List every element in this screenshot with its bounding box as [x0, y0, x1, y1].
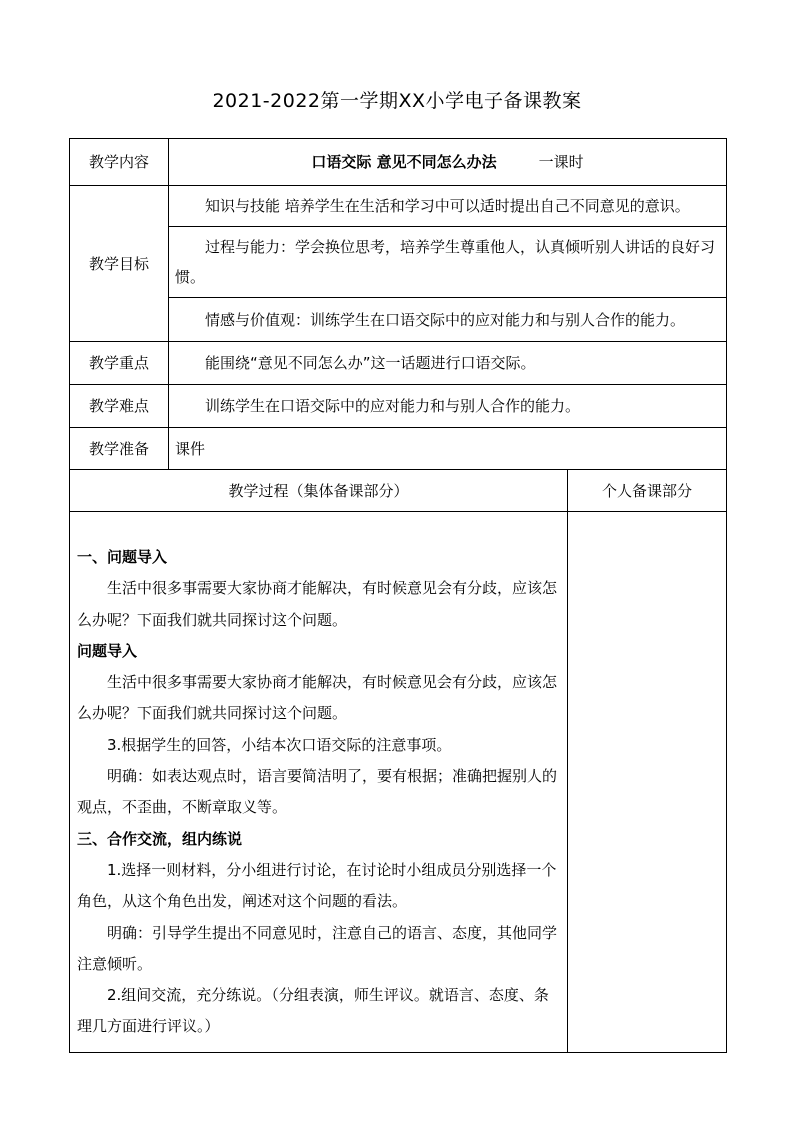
process-paragraph: 明确：如表达观点时，语言要简洁明了，要有根据；准确把握别人的观点，不歪曲，不断章取义等。: [77, 767, 558, 817]
content-label: 教学内容: [70, 139, 169, 186]
goal-row-2: [70, 227, 727, 298]
section-heading: 一、问题导入: [77, 548, 168, 566]
difficulties-row: [70, 385, 727, 428]
key-points-row: [70, 342, 727, 385]
process-header-row: [70, 470, 727, 512]
preparation-row: [70, 428, 727, 470]
process-paragraph: 2.组间交流，充分练说。（分组表演，师生评议。就语言、态度、条理几方面进行评议。）: [77, 986, 549, 1036]
process-paragraph: 生活中很多事需要大家协商才能解决，有时候意见会有分歧，应该怎么办呢？下面我们就共同探讨这个问题。: [77, 673, 558, 723]
process-paragraph: 3.根据学生的回答，小结本次口语交际的注意事项。: [107, 735, 452, 754]
process-content: [70, 512, 568, 1053]
goal-row-3: [70, 298, 727, 342]
process-body-row: [70, 512, 727, 1053]
key-points-label: 教学重点: [70, 342, 169, 385]
goal-item: 过程与能力：学会换位思考，培养学生尊重他人，认真倾听别人讲话的良好习惯。: [169, 227, 727, 298]
process-paragraph: 明确：引导学生提出不同意见时，注意自己的语言、态度，其他同学注意倾听。: [77, 923, 558, 973]
difficulties-text: 训练学生在口语交际中的应对能力和与别人合作的能力。: [169, 385, 727, 428]
section-heading: 三、合作交流，组内练说: [77, 829, 243, 848]
process-header-left: 教学过程（集体备课部分）: [70, 470, 568, 512]
process-paragraph: 生活中很多事需要大家协商才能解决，有时候意见会有分歧，应该怎么办呢？下面我们就共同探讨这个问题。: [77, 579, 558, 629]
content-row: [70, 139, 727, 186]
lesson-topic: 口语交际 意见不同怎么办法: [311, 153, 497, 171]
goals-label: 教学目标: [70, 186, 169, 342]
page-title: 2021-2022第一学期XX小学电子备课教案: [212, 90, 582, 112]
difficulties-label: 教学难点: [70, 385, 169, 428]
goal-row-1: [70, 186, 727, 227]
preparation-text: 课件: [169, 428, 727, 470]
lesson-plan-table: [69, 138, 727, 1053]
preparation-label: 教学准备: [70, 428, 169, 470]
content-cell: [169, 139, 727, 186]
lesson-periods: 一课时: [538, 153, 584, 171]
personal-notes-cell: [568, 512, 727, 1053]
goal-item: 情感与价值观：训练学生在口语交际中的应对能力和与别人合作的能力。: [169, 298, 727, 342]
key-points-text: 能围绕“意见不同怎么办”这一话题进行口语交际。: [169, 342, 727, 385]
goal-item: 知识与技能 培养学生在生活和学习中可以适时提出自己不同意见的意识。: [169, 186, 727, 227]
process-paragraph: 1.选择一则材料，分小组进行讨论，在讨论时小组成员分别选择一个角色，从这个角色出发，阐述对这个问题的看法。: [77, 860, 557, 911]
section-heading: 问题导入: [77, 641, 138, 660]
process-header-right: 个人备课部分: [568, 470, 727, 512]
